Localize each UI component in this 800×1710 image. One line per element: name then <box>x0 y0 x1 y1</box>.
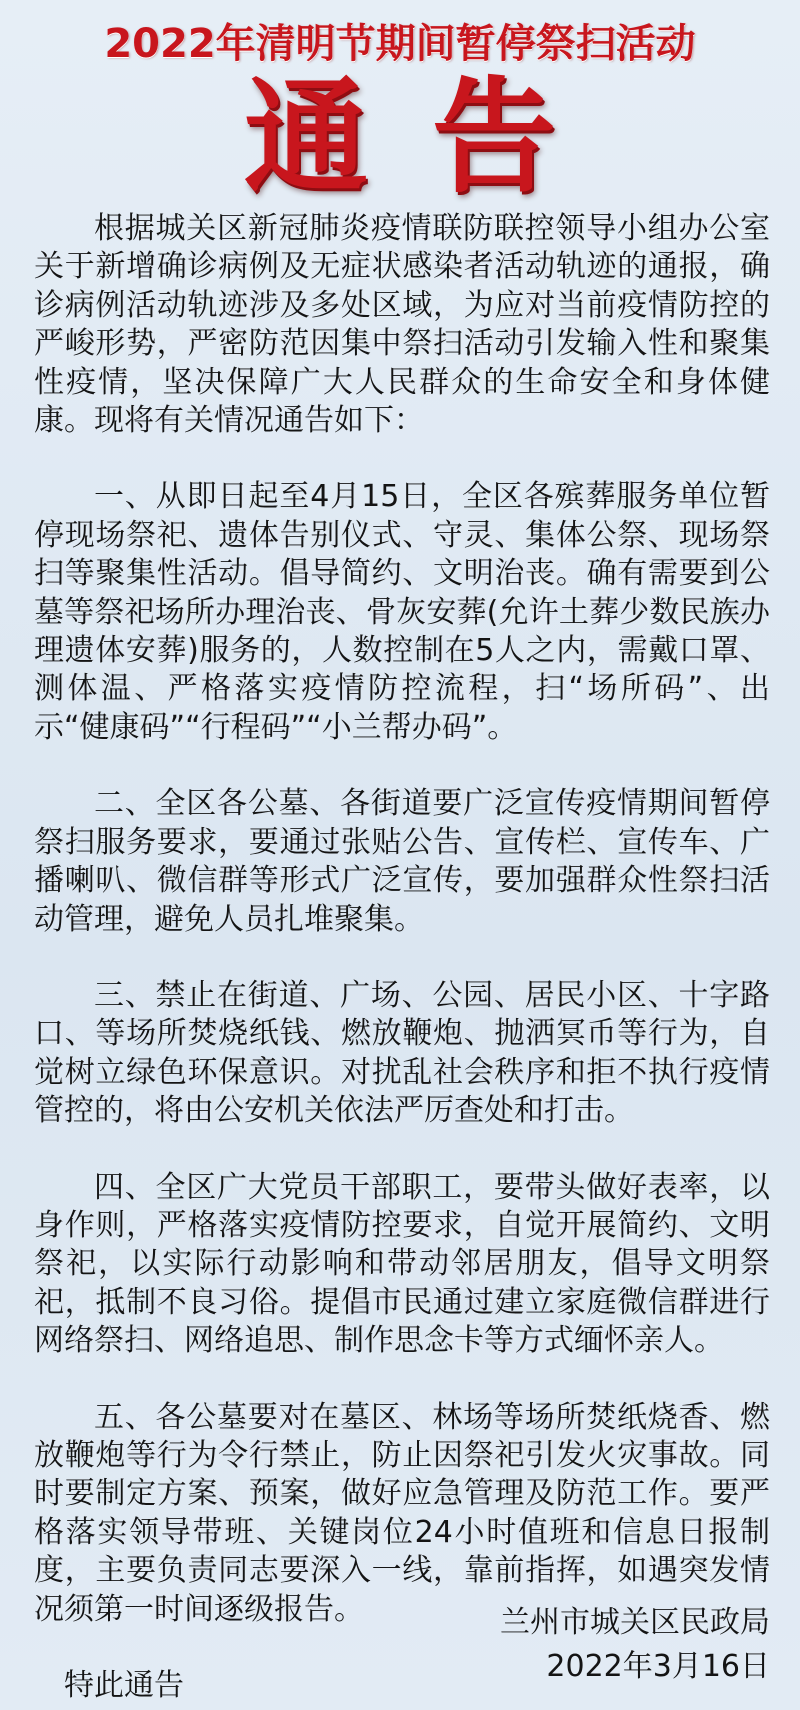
item-paragraph-5: 五、各公墓要对在墓区、林场等场所焚纸烧香、燃放鞭炮等行为令行禁止，防止因祭祀引发火灾事故。同时要制定方案、预案，做好应急管理及防范工作。要严格落实领导带班、关键岗位24小时值班和信息日报制度，主要负责同志要深入一线，靠前指挥，如遇突发情况须第一时间逐级报告。 <box>34 1399 770 1627</box>
notice-title: 通告 <box>243 66 620 210</box>
item-paragraph-2: 二、全区各公墓、各街道要广泛宣传疫情期间暂停祭扫服务要求，要通过张贴公告、宣传栏、宣传车、广播喇叭、微信群等形式广泛宣传，要加强群众性祭扫活动管理，避免人员扎堆聚集。 <box>34 786 770 937</box>
paragraph-gap <box>34 1131 770 1169</box>
closing-line: 特此通告 <box>64 1668 184 1703</box>
signature-date: 2022年3月16日 <box>546 1649 770 1684</box>
paragraph-gap <box>34 1361 770 1399</box>
item-paragraph-1: 一、从即日起至4月15日，全区各殡葬服务单位暂停现场祭祀、遗体告别仪式、守灵、集体公祭、现场祭扫等聚集性活动。倡导简约、文明治丧。确有需要到公墓等祭祀场所办理治丧、骨灰安葬(允许土葬少数民族办理遗体安葬)服务的，人数控制在5人之内，需戴口罩、测体温、严格落实疫情防控流程，扫“场所码”、出示“健康码”“行程码”“小兰帮办码”。 <box>34 479 770 745</box>
signature-organization: 兰州市城关区民政局 <box>500 1605 770 1640</box>
paragraph-gap <box>34 440 770 478</box>
notice-subtitle: 2022年清明节期间暂停祭扫活动 <box>104 21 696 67</box>
paragraph-gap <box>34 747 770 785</box>
notice-body <box>34 210 770 1705</box>
item-paragraph-4: 四、全区广大党员干部职工，要带头做好表率，以身作则，严格落实疫情防控要求，自觉开展简约、文明祭祀，以实际行动影响和带动邻居朋友，倡导文明祭祀，抵制不良习俗。提倡市民通过建立家庭微信群进行网络祭扫、网络追思、制作思念卡等方式缅怀亲人。 <box>34 1169 770 1359</box>
item-paragraph-3: 三、禁止在街道、广场、公园、居民小区、十字路口、等场所焚烧纸钱、燃放鞭炮、抛洒冥币等行为，自觉树立绿色环保意识。对扰乱社会秩序和拒不执行疫情管控的，将由公安机关依法严厉查处和打击。 <box>34 977 770 1129</box>
intro-paragraph: 根据城关区新冠肺炎疫情联防联控领导小组办公室关于新增确诊病例及无症状感染者活动轨迹的通报，确诊病例活动轨迹涉及多处区域，为应对当前疫情防控的严峻形势，严密防范因集中祭扫活动引发输入性和聚集性疫情，坚决保障广大人民群众的生命安全和身体健康。现将有关情况通告如下： <box>34 211 770 439</box>
paragraph-gap <box>34 939 770 977</box>
